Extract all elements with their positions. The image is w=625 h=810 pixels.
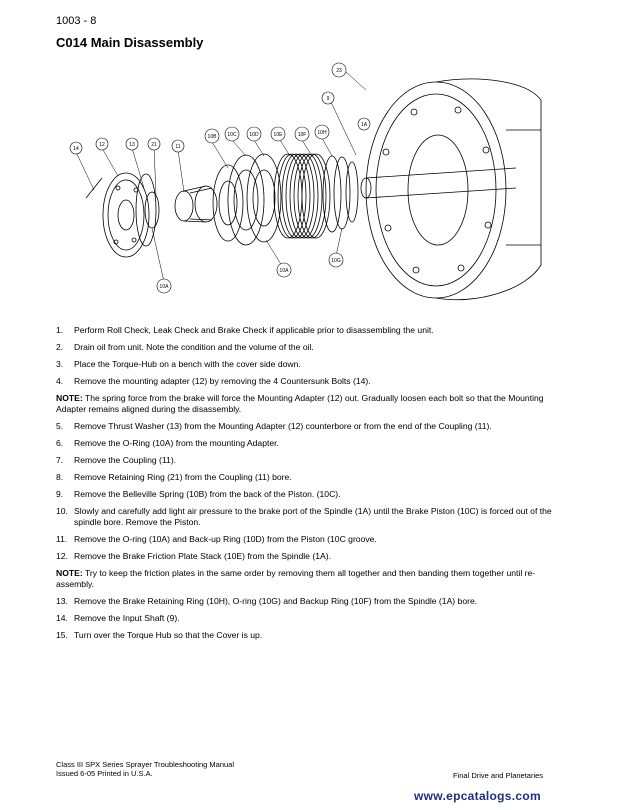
procedure-step xyxy=(56,376,568,387)
callout-21 xyxy=(148,138,160,150)
callout-10e xyxy=(271,127,285,141)
svg-text:10C: 10C xyxy=(227,132,237,138)
page-number: 1003 - 8 xyxy=(56,15,97,27)
callout-23 xyxy=(332,63,346,77)
procedure-step xyxy=(56,359,568,370)
svg-text:10B: 10B xyxy=(207,134,217,140)
step-number: 4. xyxy=(56,376,64,386)
svg-text:10F: 10F xyxy=(297,132,307,138)
step-text: Turn over the Torque Hub so that the Cover is up. xyxy=(74,630,263,640)
thrust-washer-part xyxy=(145,192,159,228)
page-title: C014 Main Disassembly xyxy=(56,35,204,50)
svg-text:9: 9 xyxy=(326,96,330,102)
svg-text:23: 23 xyxy=(336,68,342,74)
footer-manual-info xyxy=(56,760,234,778)
svg-text:10A: 10A xyxy=(159,284,169,290)
procedure-step xyxy=(56,596,568,607)
step-text: Drain oil from unit. Note the condition and the volume of the oil. xyxy=(74,342,314,352)
step-number: 3. xyxy=(56,359,64,369)
leader-lines xyxy=(76,72,366,282)
callout-12 xyxy=(96,138,108,150)
callout-1a xyxy=(358,118,370,130)
step-number: 8. xyxy=(56,472,64,482)
svg-text:1A: 1A xyxy=(360,122,368,128)
procedure-step xyxy=(56,551,568,562)
step-number: 10. xyxy=(56,506,68,516)
step-text: Remove the Brake Friction Plate Stack (10E) from the Spindle (1A). xyxy=(74,551,331,561)
step-number: 12. xyxy=(56,551,68,561)
step-number: 6. xyxy=(56,438,64,448)
step-number: 1. xyxy=(56,325,64,335)
step-text: Perform Roll Check, Leak Check and Brake Check if applicable prior to disassembling the unit. xyxy=(74,325,434,335)
procedure-step xyxy=(56,472,568,483)
friction-plate-stack xyxy=(274,154,330,238)
svg-text:12: 12 xyxy=(99,142,105,148)
step-text: Remove Retaining Ring (21) from the Coupling (11) bore. xyxy=(74,472,292,482)
footer-issue-info: Issued 6-05 Printed in U.S.A. xyxy=(56,769,153,778)
step-text: Remove the mounting adapter (12) by removing the 4 Countersunk Bolts (14). xyxy=(74,376,371,386)
footer-section-name: Final Drive and Planetaries xyxy=(453,771,544,780)
callout-9 xyxy=(322,92,334,104)
callout-10h xyxy=(315,125,329,139)
svg-text:14: 14 xyxy=(73,146,79,152)
retaining-ring-part xyxy=(346,162,358,222)
procedure-steps xyxy=(56,325,568,647)
step-text: Remove the Input Shaft (9). xyxy=(74,613,180,623)
step-number: 13. xyxy=(56,596,68,606)
mounting-adapter-part xyxy=(86,173,149,257)
note-label: NOTE: xyxy=(56,393,83,403)
callout-13 xyxy=(126,138,138,150)
step-number: 14. xyxy=(56,613,68,623)
hub-part xyxy=(366,79,541,300)
step-text: Slowly and carefully add light air pressure to the brake port of the Spindle (1A) until the Brake Piston (10C) is forced out of the spindle bore. Remove the Piston. xyxy=(74,506,552,527)
step-text: Remove the O-ring (10A) and Back-up Ring (10D) from the Piston (10C groove. xyxy=(74,534,377,544)
svg-text:10G: 10G xyxy=(331,258,341,264)
procedure-step xyxy=(56,342,568,353)
callout-10b xyxy=(205,129,219,143)
svg-text:10A: 10A xyxy=(279,268,289,274)
coupling-part xyxy=(175,186,217,222)
step-number: 15. xyxy=(56,630,68,640)
svg-text:11: 11 xyxy=(175,144,181,150)
input-shaft-part xyxy=(361,168,516,198)
watermark: www.epcatalogs.com xyxy=(414,789,541,803)
procedure-step xyxy=(56,613,568,624)
callout-10g xyxy=(329,253,343,267)
callout-10c xyxy=(225,127,239,141)
note-text: Try to keep the friction plates in the same order by removing them all together and then banding them together until re-assembly. xyxy=(56,568,536,589)
step-text: Remove the Brake Retaining Ring (10H), O-ring (10G) and Backup Ring (10F) from the Spindle (1A) bore. xyxy=(74,596,478,606)
step-number: 11. xyxy=(56,534,68,544)
step-text: Place the Torque-Hub on a bench with the cover side down. xyxy=(74,359,301,369)
procedure-step xyxy=(56,438,568,449)
step-text: Remove Thrust Washer (13) from the Mounting Adapter (12) counterbore or from the end of the Coupling (11). xyxy=(74,421,492,431)
callout-14 xyxy=(70,142,82,154)
callout-10a-middle xyxy=(277,263,291,277)
note-label: NOTE: xyxy=(56,568,83,578)
procedure-step xyxy=(56,421,568,432)
svg-text:10H: 10H xyxy=(317,130,327,136)
procedure-step xyxy=(56,455,568,466)
exploded-view-diagram xyxy=(66,60,556,312)
callout-11 xyxy=(172,140,184,152)
callout-10d xyxy=(247,127,261,141)
procedure-step xyxy=(56,325,568,336)
note-text: The spring force from the brake will force the Mounting Adapter (12) out. Gradually loosen each bolt so that the Mounting Adapter remains aligned during the disassembly. xyxy=(56,393,544,414)
o-ring-10g-part xyxy=(334,157,350,229)
step-text: Remove the Coupling (11). xyxy=(74,455,177,465)
step-text: Remove the Belleville Spring (10B) from the back of the Piston. (10C). xyxy=(74,489,341,499)
svg-text:21: 21 xyxy=(151,142,157,148)
note xyxy=(56,568,568,590)
procedure-step xyxy=(56,506,568,528)
svg-text:10E: 10E xyxy=(273,132,283,138)
step-number: 2. xyxy=(56,342,64,352)
svg-text:13: 13 xyxy=(129,142,135,148)
callout-10a-lower xyxy=(157,279,171,293)
procedure-step xyxy=(56,489,568,500)
callout-10f xyxy=(295,127,309,141)
step-text: Remove the O-Ring (10A) from the mounting Adapter. xyxy=(74,438,279,448)
svg-text:10D: 10D xyxy=(249,132,259,138)
step-number: 5. xyxy=(56,421,64,431)
footer-manual-title: Class III SPX Series Sprayer Troubleshooting Manual xyxy=(56,760,235,769)
step-number: 9. xyxy=(56,489,64,499)
note xyxy=(56,393,568,415)
procedure-step xyxy=(56,630,568,641)
procedure-step xyxy=(56,534,568,545)
piston-part xyxy=(213,154,281,245)
step-number: 7. xyxy=(56,455,64,465)
